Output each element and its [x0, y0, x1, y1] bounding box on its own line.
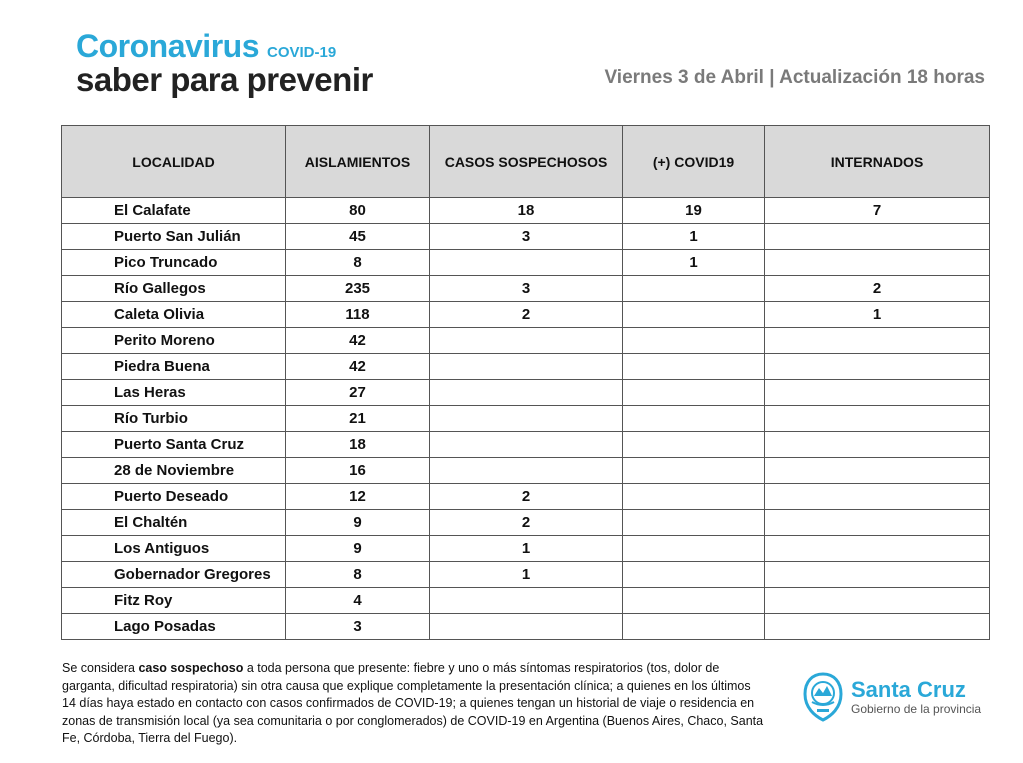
locality-cell: El Chaltén [62, 510, 286, 536]
value-cell [430, 406, 623, 432]
locality-cell: 28 de Noviembre [62, 458, 286, 484]
locality-cell: Lago Posadas [62, 614, 286, 640]
note-prefix: Se considera [62, 661, 139, 675]
value-cell [623, 328, 765, 354]
value-cell: 8 [286, 250, 430, 276]
value-cell: 4 [286, 588, 430, 614]
value-cell [430, 250, 623, 276]
header [76, 28, 373, 99]
value-cell [623, 276, 765, 302]
santa-cruz-logo [803, 672, 981, 722]
value-cell: 2 [430, 510, 623, 536]
value-cell [430, 614, 623, 640]
value-cell: 3 [430, 276, 623, 302]
value-cell [765, 406, 990, 432]
title-line [76, 28, 373, 65]
locality-cell: Piedra Buena [62, 354, 286, 380]
value-cell: 118 [286, 302, 430, 328]
value-cell: 12 [286, 484, 430, 510]
value-cell [430, 354, 623, 380]
logo-name: Santa Cruz [851, 677, 966, 702]
value-cell [765, 588, 990, 614]
value-cell [430, 432, 623, 458]
value-cell [765, 562, 990, 588]
column-header: INTERNADOS [765, 126, 990, 198]
value-cell [623, 380, 765, 406]
value-cell: 8 [286, 562, 430, 588]
value-cell [765, 380, 990, 406]
locality-cell: Puerto Santa Cruz [62, 432, 286, 458]
value-cell [623, 406, 765, 432]
locality-cell: Las Heras [62, 380, 286, 406]
title-tag: COVID-19 [266, 44, 337, 61]
table-row [62, 250, 990, 276]
table-row [62, 536, 990, 562]
value-cell [623, 614, 765, 640]
value-cell [765, 250, 990, 276]
value-cell [765, 328, 990, 354]
column-header: LOCALIDAD [62, 126, 286, 198]
locality-cell: Pico Truncado [62, 250, 286, 276]
locality-cell: Los Antiguos [62, 536, 286, 562]
table-row [62, 588, 990, 614]
table-row [62, 614, 990, 640]
table-header [62, 126, 990, 198]
logo-text [843, 678, 981, 716]
value-cell: 18 [430, 198, 623, 224]
value-cell: 1 [623, 250, 765, 276]
column-header: CASOS SOSPECHOSOS [430, 126, 623, 198]
value-cell: 2 [765, 276, 990, 302]
value-cell: 1 [430, 536, 623, 562]
header-row [62, 126, 990, 198]
value-cell: 7 [765, 198, 990, 224]
value-cell: 9 [286, 510, 430, 536]
logo-tagline: Gobierno de la provincia [851, 702, 982, 716]
locality-cell: Puerto Deseado [62, 484, 286, 510]
value-cell [765, 354, 990, 380]
value-cell [623, 510, 765, 536]
table-row [62, 432, 990, 458]
update-date: Viernes 3 de Abril | Actualización 18 horas [604, 67, 985, 88]
value-cell [623, 484, 765, 510]
value-cell [765, 432, 990, 458]
table-row [62, 276, 990, 302]
value-cell: 3 [286, 614, 430, 640]
column-header: AISLAMIENTOS [286, 126, 430, 198]
locality-cell: Fitz Roy [62, 588, 286, 614]
value-cell [623, 588, 765, 614]
value-cell: 9 [286, 536, 430, 562]
locality-cell: Perito Moreno [62, 328, 286, 354]
value-cell [765, 224, 990, 250]
value-cell: 80 [286, 198, 430, 224]
value-cell: 235 [286, 276, 430, 302]
value-cell [430, 328, 623, 354]
table-row [62, 354, 990, 380]
value-cell [623, 302, 765, 328]
value-cell [765, 458, 990, 484]
value-cell: 1 [623, 224, 765, 250]
page-title: Coronavirus [76, 28, 259, 64]
value-cell [430, 588, 623, 614]
value-cell [623, 536, 765, 562]
value-cell [765, 536, 990, 562]
value-cell: 2 [430, 302, 623, 328]
locality-cell: Río Turbio [62, 406, 286, 432]
value-cell [623, 562, 765, 588]
table-row [62, 406, 990, 432]
value-cell [623, 354, 765, 380]
value-cell: 3 [430, 224, 623, 250]
note-bold: caso sospechoso [138, 661, 244, 675]
table-row [62, 302, 990, 328]
value-cell [765, 484, 990, 510]
page-subtitle: saber para prevenir [76, 61, 373, 98]
table-row [62, 484, 990, 510]
value-cell: 2 [430, 484, 623, 510]
table-row [62, 458, 990, 484]
value-cell [765, 510, 990, 536]
value-cell: 27 [286, 380, 430, 406]
value-cell: 1 [430, 562, 623, 588]
table-row [62, 224, 990, 250]
value-cell: 19 [623, 198, 765, 224]
locality-cell: El Calafate [62, 198, 286, 224]
value-cell [623, 458, 765, 484]
note-text: a toda persona que presente: fiebre y uno o más síntomas respiratorios (tos, dolor de garganta, dificultad respiratoria) sin otra causa que explique completamente la presentación clínica; a quienes en los últimos 14 días haya estado en contacto con casos confirmados de COVID-19; a quienes tengan un historial de viaje o residencia en zonas de transmisión local (ya sea comunitaria o por conglomerados) de COVID-19 en Argentina (Buenos Aires, Chaco, Santa Fe, Córdoba, Tierra del Fuego). [62, 661, 764, 745]
definition-note [62, 660, 767, 748]
value-cell: 1 [765, 302, 990, 328]
table-row [62, 380, 990, 406]
value-cell [765, 614, 990, 640]
locality-cell: Puerto San Julián [62, 224, 286, 250]
value-cell [430, 458, 623, 484]
table-row [62, 562, 990, 588]
column-header: (+) COVID19 [623, 126, 765, 198]
provincial-shield-icon [803, 672, 843, 722]
locality-cell: Río Gallegos [62, 276, 286, 302]
value-cell: 18 [286, 432, 430, 458]
value-cell: 45 [286, 224, 430, 250]
value-cell: 42 [286, 328, 430, 354]
value-cell: 21 [286, 406, 430, 432]
value-cell [623, 432, 765, 458]
table-row [62, 510, 990, 536]
value-cell: 16 [286, 458, 430, 484]
value-cell [430, 380, 623, 406]
value-cell: 42 [286, 354, 430, 380]
locality-cell: Caleta Olivia [62, 302, 286, 328]
table-body [62, 198, 990, 640]
table-row [62, 198, 990, 224]
locality-cell: Gobernador Gregores [62, 562, 286, 588]
cases-table [61, 125, 990, 640]
table-row [62, 328, 990, 354]
